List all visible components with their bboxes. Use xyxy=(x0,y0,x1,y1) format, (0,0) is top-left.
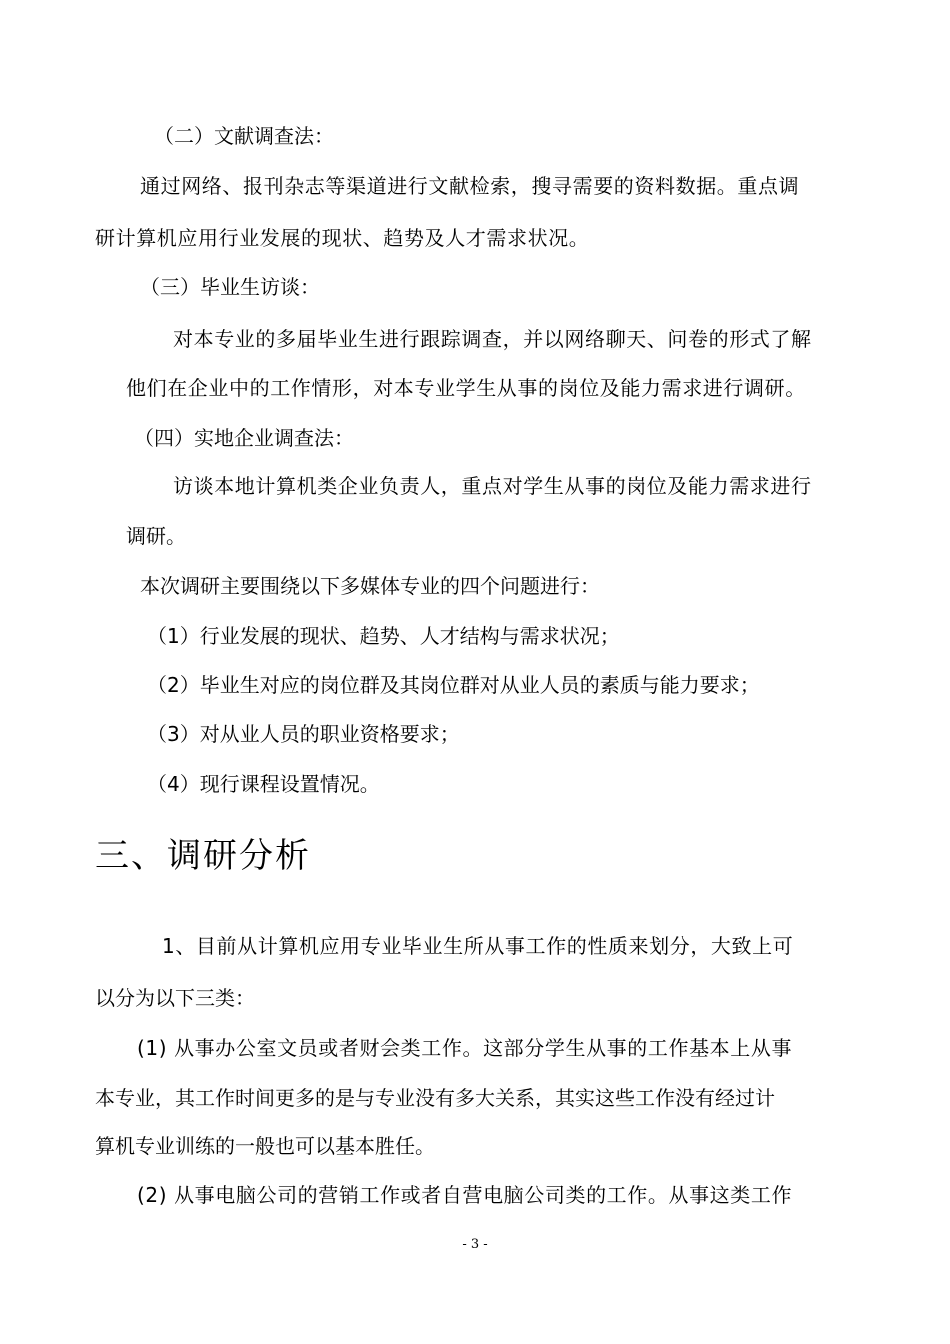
paragraph-line: 访谈本地计算机类企业负责人，重点对学生从事的岗位及能力需求进行 xyxy=(173,474,812,498)
paragraph-line: 对本专业的多届毕业生进行跟踪调查，并以网络聊天、问卷的形式了解 xyxy=(173,327,812,351)
paragraph-line: 算机专业训练的一般也可以基本胜任。 xyxy=(95,1134,435,1158)
paragraph-line: (1) 从事办公室文员或者财会类工作。这部分学生从事的工作基本上从事 xyxy=(137,1036,793,1060)
list-item: （2）毕业生对应的岗位群及其岗位群对从业人员的素质与能力要求； xyxy=(147,673,760,697)
paragraph-line: 通过网络、报刊杂志等渠道进行文献检索，搜寻需要的资料数据。重点调 xyxy=(140,174,800,198)
page-number: - 3 - xyxy=(462,1237,488,1252)
subheading-field-survey: （四）实地企业调查法： xyxy=(134,426,354,450)
paragraph-line: 以分为以下三类： xyxy=(95,986,255,1010)
paragraph-line: 本次调研主要围绕以下多媒体专业的四个问题进行： xyxy=(140,574,600,598)
paragraph-line: 他们在企业中的工作情形，对本专业学生从事的岗位及能力需求进行调研。 xyxy=(126,376,806,400)
subheading-graduate-interview: （三）毕业生访谈： xyxy=(140,275,320,299)
paragraph-line: (2) 从事电脑公司的营销工作或者自营电脑公司类的工作。从事这类工作 xyxy=(137,1183,793,1207)
list-item: （4）现行课程设置情况。 xyxy=(147,772,380,796)
paragraph-line: 本专业，其工作时间更多的是与专业没有多大关系，其实这些工作没有经过计 xyxy=(95,1086,775,1110)
paragraph-line: 研计算机应用行业发展的现状、趋势及人才需求状况。 xyxy=(95,226,590,250)
paragraph-line: 1、目前从计算机应用专业毕业生所从事工作的性质来划分，大致上可 xyxy=(162,934,794,958)
list-item: （3）对从业人员的职业资格要求； xyxy=(147,722,460,746)
section-heading: 三、调研分析 xyxy=(95,836,311,876)
paragraph-line: 调研。 xyxy=(126,524,186,548)
list-item: （1）行业发展的现状、趋势、人才结构与需求状况； xyxy=(147,624,620,648)
subheading-literature-survey: （二）文献调查法： xyxy=(154,124,334,148)
